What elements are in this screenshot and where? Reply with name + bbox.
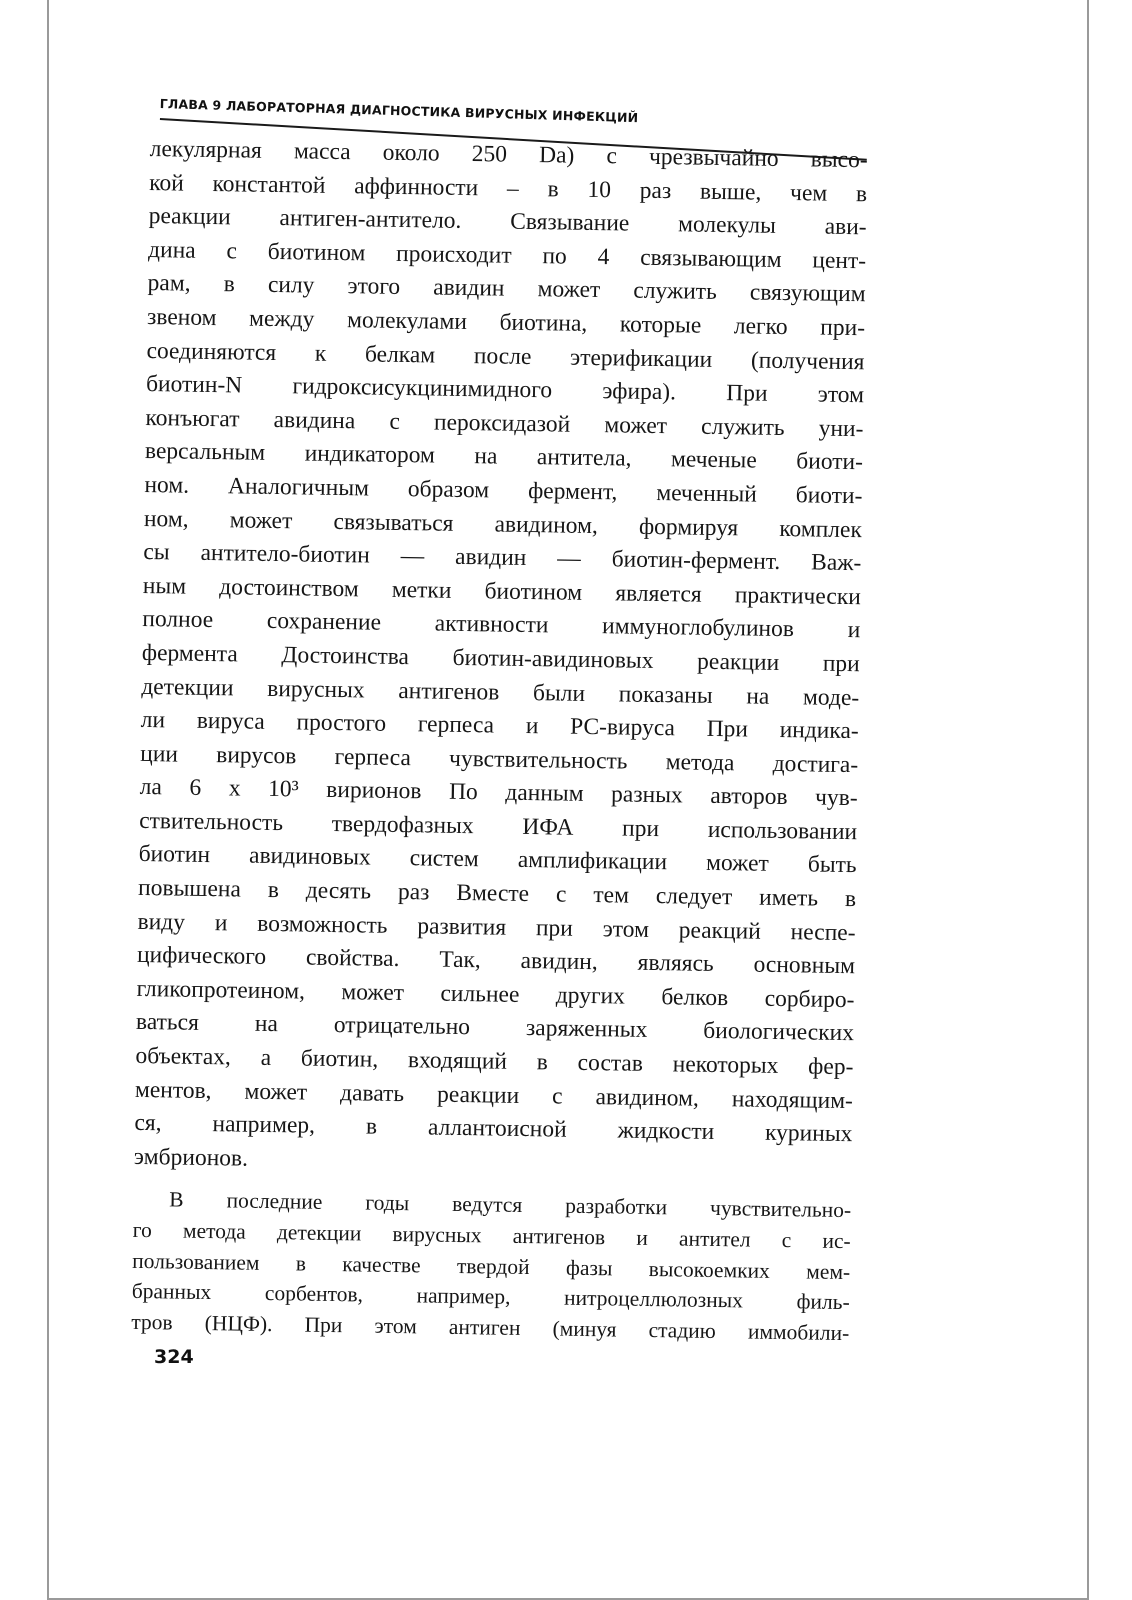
text-line: В последние годы ведутся разработки чувствительно- xyxy=(169,1187,852,1223)
text-line: ном. Аналогичным образом фермент, меченный биоти- xyxy=(144,471,863,510)
text-line: ли вируса простого герпеса и РС-вируса При индика- xyxy=(140,707,859,745)
text-line: тров (НЦФ). При этом антиген (минуя стадию иммобили- xyxy=(131,1309,850,1345)
text-line: конъюгат авидина с пероксидазой может служить уни- xyxy=(145,404,864,442)
paragraph-1 xyxy=(134,133,868,1186)
text-line: соединяются к белкам после этерификации (получения xyxy=(146,337,865,375)
text-line: реакции антиген-антитело. Связывание молекулы ави- xyxy=(148,203,867,241)
text-line: рам, в силу этого авидин может служить связующим xyxy=(147,270,866,308)
text-line: цифического свойства. Так, авидин, являясь основным xyxy=(136,942,856,980)
text-line: звеном между молекулами биотина, которые легко при- xyxy=(146,303,866,342)
text-line: детекции вирусных антигенов были показаны на моде- xyxy=(141,673,860,711)
body-text xyxy=(131,133,868,1349)
text-line: ла 6 х 10³ вирионов По данным разных авторов чув- xyxy=(139,774,858,812)
text-line: ментов, может давать реакции с авидином, находящим- xyxy=(134,1076,854,1114)
text-line: полное сохранение активности иммуноглобулинов и xyxy=(142,606,861,644)
text-line: ном, может связываться авидином, формируя комплек xyxy=(143,505,863,543)
text-line: объектах, а биотин, входящий в состав некоторых фер- xyxy=(135,1042,854,1081)
text-line: ным достоинством метки биотином является практически xyxy=(142,572,862,610)
page-number: 324 xyxy=(154,1346,194,1368)
text-line: эмбрионов. xyxy=(133,1143,249,1172)
running-head: ГЛАВА 9 ЛАБОРАТОРНАЯ ДИАГНОСТИКА ВИРУСНЫХ ИНФЕКЦИЙ xyxy=(159,96,639,126)
text-line: дина с биотином происходит по 4 связывающим цент- xyxy=(147,236,867,275)
text-line: ции вирусов герпеса чувствительность метода достига- xyxy=(140,740,859,778)
text-line: ваться на отрицательно заряженных биологических xyxy=(135,1009,855,1047)
text-line: гликопротеином, может сильнее других белков сорбиро- xyxy=(136,975,855,1014)
text-line: ствительность твердофазных ИФА при использовании xyxy=(138,807,858,846)
paragraph-2 xyxy=(131,1184,851,1348)
text-line: го метода детекции вирусных антигенов и антител с ис- xyxy=(132,1217,851,1254)
text-line: лекулярная масса около 250 Da) с чрезвычайно высо- xyxy=(149,135,868,174)
text-line: версальным индикатором на антитела, меченые биоти- xyxy=(144,438,864,476)
text-line: кой константой аффинности – в 10 раз выше, чем в xyxy=(149,169,868,207)
text-line: биотин-N гидроксисукцинимидного эфира). При этом xyxy=(145,371,865,409)
text-line: пользованием в качестве твердой фазы высокоемких мем- xyxy=(132,1248,851,1284)
text-line: виду и возможность развития при этом реакций неспе- xyxy=(137,908,856,946)
text-line: повышена в десять раз Вместе с тем следует иметь в xyxy=(137,874,857,913)
text-line: сы антитело-биотин — авидин — биотин-фермент. Важ- xyxy=(143,539,862,577)
text-line: биотин авидиновых систем амплификации может быть xyxy=(138,841,857,879)
text-line: фермента Достоинства биотин-авидиновых реакции при xyxy=(141,639,860,678)
text-line: ся, например, в аллантоисной жидкости куриных xyxy=(134,1110,853,1148)
text-line: бранных сорбентов, например, нитроцеллюлозных филь- xyxy=(131,1279,850,1315)
